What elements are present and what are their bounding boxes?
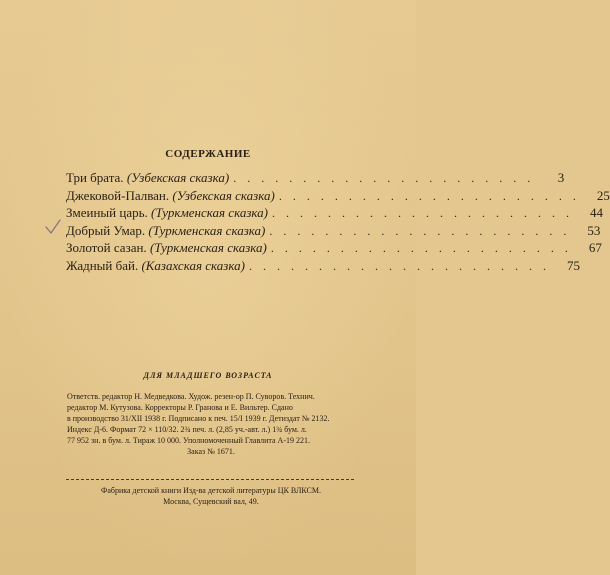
toc-entry-page: 25 [596, 187, 610, 203]
leader-dots: . . . . . . . . . . . . . . . . . . . . . . [248, 258, 550, 273]
imprint-line: Индекс Д-6. Формат 72 × 110/32. 2¾ печ. л. (2,85 уч.-авт. л.) 1¾ бум. л. [67, 424, 307, 434]
toc-entry [66, 187, 610, 206]
imprint-block [67, 392, 355, 457]
toc-entry-title: Жадный бай. [66, 257, 139, 273]
leader-dots: . . . . . . . . . . . . . . . . . . . . . . [270, 241, 572, 256]
toc-entry-page: 67 [588, 240, 602, 256]
leader-dots: . . . . . . . . . . . . . . . . . . . . . . [271, 206, 573, 221]
toc-entry-note: (Узбекская сказка) [172, 187, 275, 203]
toc-entry-title: Золотой сазан. [66, 240, 147, 256]
toc-entry-page: 44 [589, 205, 603, 221]
toc-entry [66, 205, 603, 223]
printer-line: Москва, Сущевский вал, 49. [163, 497, 259, 506]
toc-entry [66, 257, 580, 276]
printer-info [67, 485, 355, 507]
imprint-line: Заказ № 1671. [187, 446, 235, 456]
toc-entry-page: 3 [557, 170, 565, 185]
toc-entry [66, 170, 565, 188]
table-of-contents [66, 170, 610, 276]
toc-entry-title: Три брата. [66, 170, 124, 185]
leader-dots: . . . . . . . . . . . . . . . . . . . . . . [278, 188, 580, 203]
toc-entry-note: (Туркменская сказка) [149, 240, 267, 256]
toc-heading: СОДЕРЖАНИЕ [165, 148, 251, 160]
toc-entry-page: 53 [587, 222, 601, 238]
toc-entry-note: (Узбекская сказка) [126, 170, 230, 185]
toc-entry-page: 75 [566, 257, 580, 273]
toc-entry-note: (Туркменская сказка) [148, 222, 266, 238]
toc-entry-note: (Казахская сказка) [141, 257, 245, 273]
toc-entry-title: Джековой-Палван. [66, 187, 170, 203]
audience-label: ДЛЯ МЛАДШЕГО ВОЗРАСТА [143, 371, 273, 380]
leader-dots: . . . . . . . . . . . . . . . . . . . . . . [269, 223, 571, 238]
toc-entry [66, 222, 601, 241]
toc-entry-note: (Туркменская сказка) [151, 205, 268, 221]
toc-entry-title: Добрый Умар. [66, 222, 146, 238]
pencil-checkmark-icon [44, 218, 62, 236]
dashed-divider [66, 479, 354, 480]
toc-entry [66, 240, 602, 258]
leader-dots: . . . . . . . . . . . . . . . . . . . . . . [233, 171, 535, 185]
imprint-line: в производство 31/XII 1938 г. Подписано к печ. 15/I 1939 г. Детиздат № 2132. [67, 413, 330, 423]
toc-entry-title: Змеиный царь. [66, 205, 148, 221]
imprint-line: 77 952 зн. в бум. л. Тираж 10 000. Уполномоченный Главлита А-19 221. [67, 435, 310, 445]
printer-line: Фабрика детской книги Изд-ва детской литературы ЦК ВЛКСМ. [101, 486, 321, 495]
imprint-line: редактор М. Кутузова. Корректоры Р. Гранова и Е. Вильтер. Сдано [67, 402, 293, 412]
imprint-line: Ответств. редактор Н. Медведкова. Худож. резен-ор П. Суворов. Технич. [67, 392, 315, 401]
